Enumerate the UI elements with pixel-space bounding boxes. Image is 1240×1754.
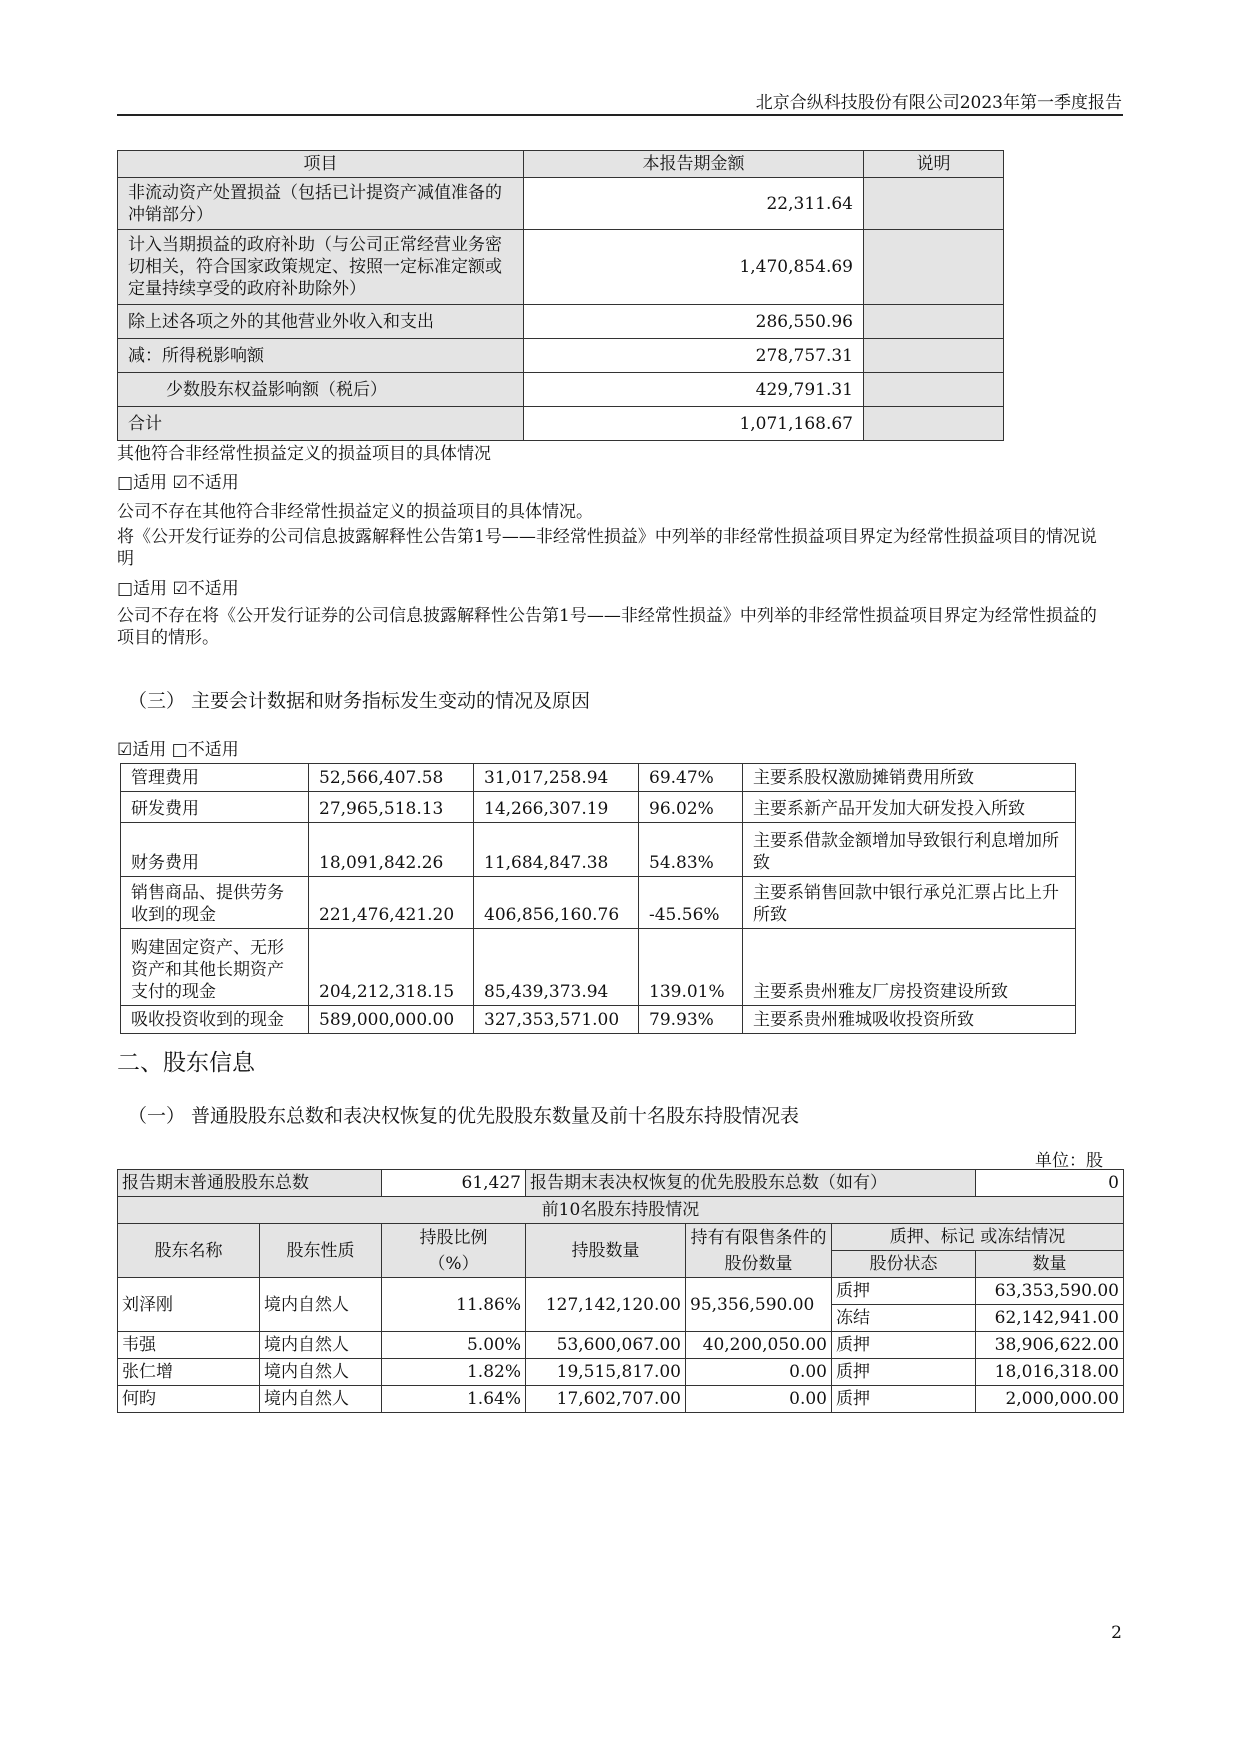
row-amount: 286,550.96 [524, 305, 864, 339]
cell-shares: 17,602,707.00 [526, 1386, 686, 1413]
applicability-checkbox: ☑适用 □不适用 [117, 740, 239, 760]
row-note [864, 305, 1004, 339]
cell-item: 吸收投资收到的现金 [121, 1006, 309, 1034]
preferred-shareholders-label: 报告期末表决权恢复的优先股股东总数（如有） [526, 1170, 976, 1197]
cell-ratio: 11.86% [382, 1278, 526, 1332]
cell-current: 52,566,407.58 [309, 764, 474, 792]
row-note [864, 339, 1004, 373]
table-row [121, 929, 1076, 1006]
cell-change: 54.83% [639, 823, 743, 877]
cell-current: 589,000,000.00 [309, 1006, 474, 1034]
total-shareholders-value: 61,427 [382, 1170, 526, 1197]
unit-label: 单位：股 [1035, 1151, 1103, 1171]
cell-reason: 主要系新产品开发加大研发投入所致 [743, 792, 1076, 823]
cell-name: 刘泽刚 [118, 1278, 260, 1332]
paragraph-no-other-items: 公司不存在其他符合非经常性损益定义的损益项目的具体情况。 [117, 502, 593, 522]
row-item: 除上述各项之外的其他营业外收入和支出 [118, 305, 524, 339]
cell-previous: 85,439,373.94 [474, 929, 639, 1006]
table-row [121, 823, 1076, 877]
cell-reason: 主要系贵州雅友厂房投资建设所致 [743, 929, 1076, 1006]
row-item: 非流动资产处置损益（包括已计提资产减值准备的冲销部分） [118, 178, 524, 230]
table-row [118, 178, 1004, 230]
table-total-row [118, 407, 1004, 441]
cell-previous: 14,266,307.19 [474, 792, 639, 823]
cell-restricted: 95,356,590.00 [686, 1278, 832, 1332]
row-note [864, 230, 1004, 305]
cell-status: 冻结 [832, 1305, 976, 1332]
report-header-title: 北京合纵科技股份有限公司2023年第一季度报告 [755, 93, 1122, 113]
table-header-row [118, 151, 1004, 178]
cell-ratio: 1.82% [382, 1359, 526, 1386]
cell-qty: 38,906,622.00 [976, 1332, 1124, 1359]
table-row [118, 1332, 1124, 1359]
paragraph-other-items: 其他符合非经常性损益定义的损益项目的具体情况 [117, 444, 491, 464]
table-row [121, 877, 1076, 929]
total-shareholders-label: 报告期末普通股股东总数 [118, 1170, 382, 1197]
cell-ratio: 5.00% [382, 1332, 526, 1359]
cell-change: 69.47% [639, 764, 743, 792]
cell-reason: 主要系借款金额增加导致银行利息增加所致 [743, 823, 1076, 877]
col-header-nature: 股东性质 [260, 1224, 382, 1278]
paragraph-no-reclassification: 公司不存在将《公开发行证券的公司信息披露解释性公告第1号——非经常性损益》中列举的非经常性损益项目界定为经常性损益的项目的情形。 [117, 606, 1097, 648]
cell-previous: 31,017,258.94 [474, 764, 639, 792]
cell-previous: 406,856,160.76 [474, 877, 639, 929]
cell-nature: 境内自然人 [260, 1332, 382, 1359]
col-header-status: 股份状态 [832, 1251, 976, 1278]
cell-status: 质押 [832, 1332, 976, 1359]
table-row [121, 1006, 1076, 1034]
table-row [121, 764, 1076, 792]
col-header-qty: 数量 [976, 1251, 1124, 1278]
col-header-name: 股东名称 [118, 1224, 260, 1278]
shareholder-table [117, 1169, 1124, 1413]
cell-restricted: 0.00 [686, 1386, 832, 1413]
cell-status: 质押 [832, 1359, 976, 1386]
row-item: 少数股东权益影响额（税后） [118, 373, 524, 407]
table-row [118, 305, 1004, 339]
cell-name: 韦强 [118, 1332, 260, 1359]
cell-qty: 2,000,000.00 [976, 1386, 1124, 1413]
cell-nature: 境内自然人 [260, 1278, 382, 1332]
cell-item: 财务费用 [121, 823, 309, 877]
financial-change-table [120, 763, 1076, 1034]
cell-nature: 境内自然人 [260, 1386, 382, 1413]
cell-current: 27,965,518.13 [309, 792, 474, 823]
cell-item: 销售商品、提供劳务收到的现金 [121, 877, 309, 929]
row-amount: 1,470,854.69 [524, 230, 864, 305]
col-header-shares: 持股数量 [526, 1224, 686, 1278]
table-row [118, 339, 1004, 373]
top10-header: 前10名股东持股情况 [118, 1197, 1124, 1224]
applicability-checkbox: □适用 ☑不适用 [117, 579, 239, 599]
row-note [864, 178, 1004, 230]
row-item: 减：所得税影响额 [118, 339, 524, 373]
header-rule [117, 114, 1123, 116]
row-note [864, 407, 1004, 441]
cell-ratio: 1.64% [382, 1386, 526, 1413]
cell-status: 质押 [832, 1386, 976, 1413]
col-header-ratio: 持股比例（%） [382, 1224, 526, 1278]
section-heading: （三） 主要会计数据和财务指标发生变动的情况及原因 [128, 690, 591, 712]
cell-nature: 境内自然人 [260, 1359, 382, 1386]
row-item: 合计 [118, 407, 524, 441]
cell-item: 购建固定资产、无形资产和其他长期资产支付的现金 [121, 929, 309, 1006]
cell-item: 管理费用 [121, 764, 309, 792]
cell-status: 质押 [832, 1278, 976, 1305]
cell-reason: 主要系股权激励摊销费用所致 [743, 764, 1076, 792]
cell-change: 79.93% [639, 1006, 743, 1034]
cell-name: 张仁增 [118, 1359, 260, 1386]
table-row [121, 792, 1076, 823]
cell-restricted: 40,200,050.00 [686, 1332, 832, 1359]
section-heading-shareholders: 二、股东信息 [117, 1050, 255, 1076]
table-row [118, 1170, 1124, 1197]
table-header-row [118, 1224, 1124, 1251]
col-header-item: 项目 [118, 151, 524, 178]
row-item: 计入当期损益的政府补助（与公司正常经营业务密切相关，符合国家政策规定、按照一定标准定额或定量持续享受的政府补助除外） [118, 230, 524, 305]
cell-item: 研发费用 [121, 792, 309, 823]
page-number: 2 [1111, 1623, 1122, 1643]
cell-reason: 主要系贵州雅城吸收投资所致 [743, 1006, 1076, 1034]
col-header-restricted: 持有有限售条件的股份数量 [686, 1224, 832, 1278]
preferred-shareholders-value: 0 [976, 1170, 1124, 1197]
table-row [118, 1359, 1124, 1386]
cell-previous: 327,353,571.00 [474, 1006, 639, 1034]
applicability-checkbox: □适用 ☑不适用 [117, 473, 239, 493]
cell-current: 204,212,318.15 [309, 929, 474, 1006]
cell-qty: 63,353,590.00 [976, 1278, 1124, 1305]
cell-name: 何昀 [118, 1386, 260, 1413]
row-amount: 22,311.64 [524, 178, 864, 230]
cell-shares: 127,142,120.00 [526, 1278, 686, 1332]
cell-shares: 19,515,817.00 [526, 1359, 686, 1386]
table-row [118, 1386, 1124, 1413]
cell-reason: 主要系销售回款中银行承兑汇票占比上升所致 [743, 877, 1076, 929]
cell-change: 139.01% [639, 929, 743, 1006]
cell-current: 221,476,421.20 [309, 877, 474, 929]
cell-current: 18,091,842.26 [309, 823, 474, 877]
cell-qty: 18,016,318.00 [976, 1359, 1124, 1386]
cell-previous: 11,684,847.38 [474, 823, 639, 877]
nonrecurring-table [117, 150, 1004, 441]
cell-qty: 62,142,941.00 [976, 1305, 1124, 1332]
table-row [118, 230, 1004, 305]
row-amount: 278,757.31 [524, 339, 864, 373]
table-row [118, 1278, 1124, 1305]
cell-change: -45.56% [639, 877, 743, 929]
col-header-amount: 本报告期金额 [524, 151, 864, 178]
table-row [118, 373, 1004, 407]
subsection-heading: （一） 普通股股东总数和表决权恢复的优先股股东数量及前十名股东持股情况表 [128, 1105, 800, 1127]
cell-change: 96.02% [639, 792, 743, 823]
row-amount: 1,071,168.67 [524, 407, 864, 441]
col-header-pledge: 质押、标记 或冻结情况 [832, 1224, 1124, 1251]
paragraph-reclassification: 将《公开发行证券的公司信息披露解释性公告第1号——非经常性损益》中列举的非经常性损益项目界定为经常性损益项目的情况说明 [117, 527, 1097, 569]
table-row [118, 1197, 1124, 1224]
cell-shares: 53,600,067.00 [526, 1332, 686, 1359]
cell-restricted: 0.00 [686, 1359, 832, 1386]
row-note [864, 373, 1004, 407]
col-header-note: 说明 [864, 151, 1004, 178]
row-amount: 429,791.31 [524, 373, 864, 407]
